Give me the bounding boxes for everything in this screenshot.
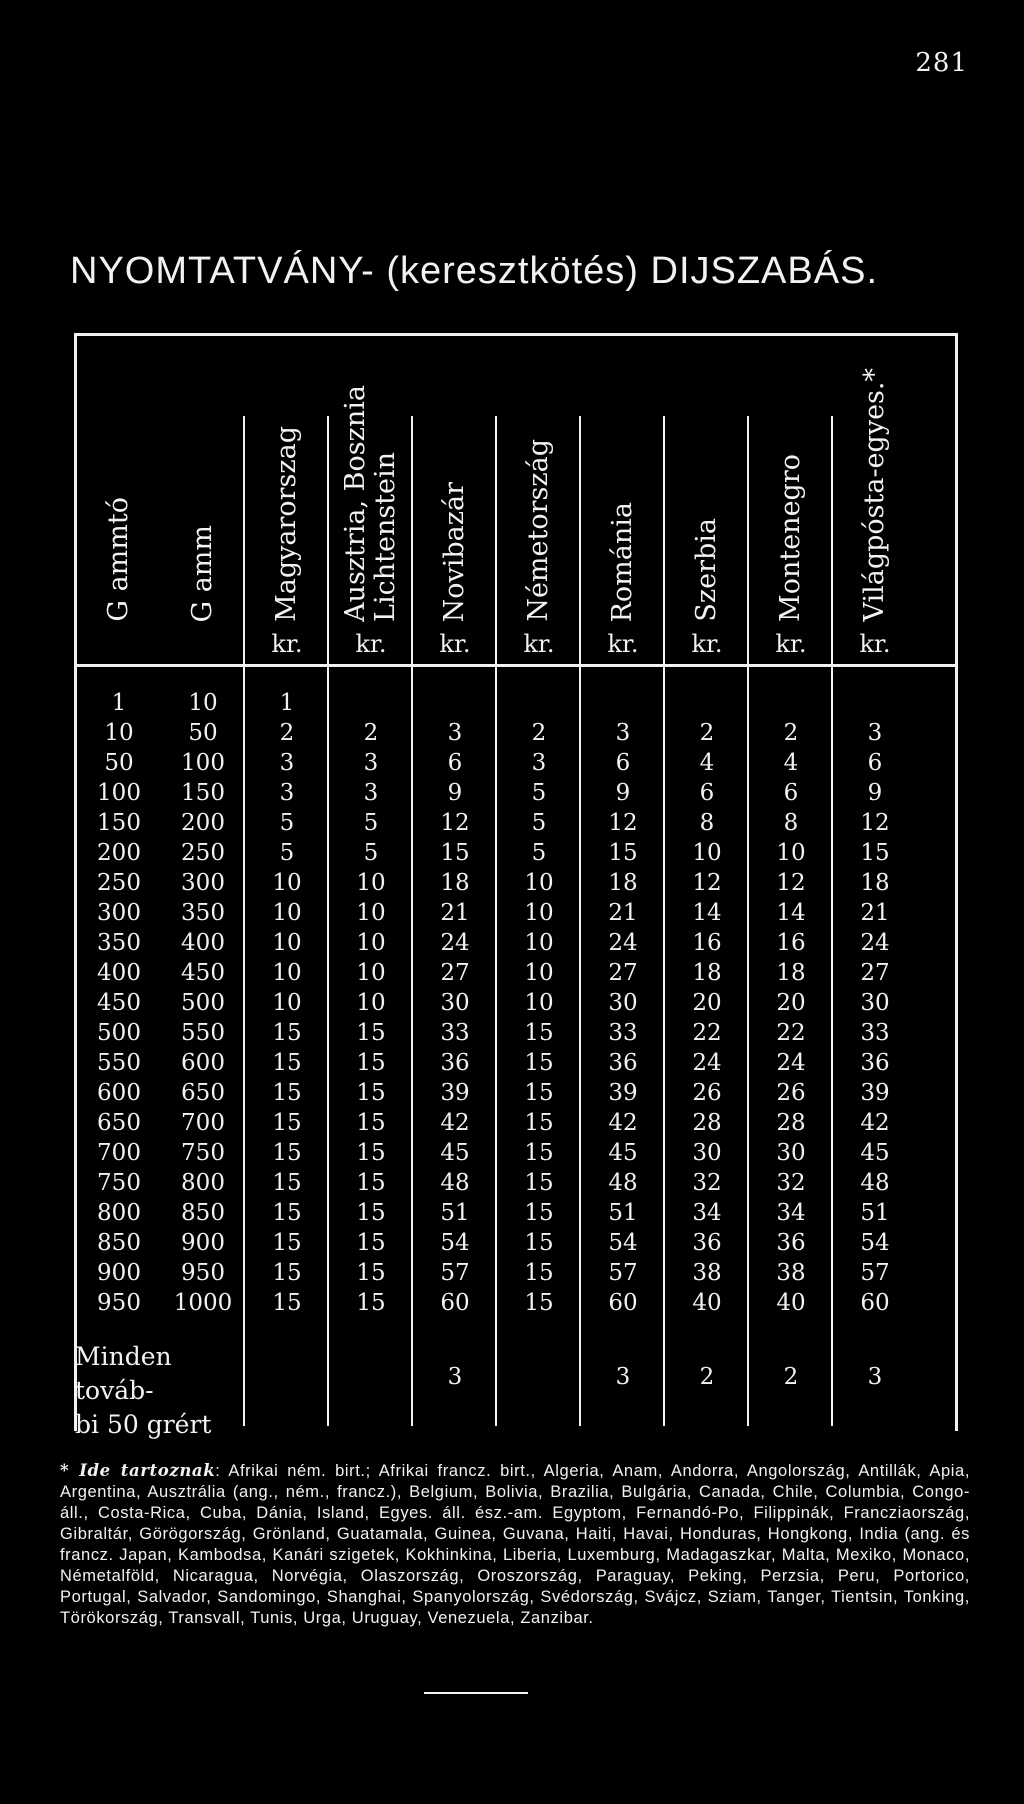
column-unit: kr. (775, 630, 807, 658)
table-cell: 450 (181, 960, 225, 986)
page-number: 281 (915, 48, 968, 78)
column-header (665, 336, 749, 664)
table-cell: 250 (97, 870, 141, 896)
column-header-label: Szerbia (691, 518, 722, 622)
table-cell: 12 (860, 810, 890, 836)
footnote-lead: * Ide tartoznak (60, 1461, 216, 1480)
table-cell: 6 (615, 750, 631, 776)
table-cell: 36 (440, 1050, 470, 1076)
table-cell: 45 (860, 1140, 890, 1166)
table-cell: 10 (356, 990, 386, 1016)
column-header (833, 336, 917, 664)
table-cell: 51 (860, 1200, 890, 1226)
table-cell: 36 (692, 1230, 722, 1256)
table-cell: 8 (699, 810, 715, 836)
table-cell: 50 (188, 720, 218, 746)
table-cell: 24 (692, 1050, 722, 1076)
table-row (77, 688, 955, 718)
column-header (329, 336, 413, 664)
table-row (77, 1168, 955, 1198)
table-cell: 5 (531, 840, 547, 866)
table-cell: 15 (524, 1290, 554, 1316)
column-unit: kr. (523, 630, 555, 658)
table-cell: 15 (356, 1020, 386, 1046)
table-cell: 15 (524, 1110, 554, 1136)
table-cell: 48 (440, 1170, 470, 1196)
table-cell: 350 (97, 930, 141, 956)
table-cell: 2 (699, 720, 715, 746)
column-divider (831, 416, 833, 1426)
table-cell: 57 (608, 1260, 638, 1286)
table-cell: 10 (356, 930, 386, 956)
table-cell: 10 (272, 990, 302, 1016)
table-cell: 57 (860, 1260, 890, 1286)
table-cell: 15 (272, 1260, 302, 1286)
table-cell: 10 (524, 900, 554, 926)
column-header (161, 336, 245, 664)
table-cell: 200 (97, 840, 141, 866)
table-cell: 26 (776, 1080, 806, 1106)
table-cell: 6 (867, 750, 883, 776)
table-cell: 39 (608, 1080, 638, 1106)
table-cell: 1 (279, 690, 295, 716)
table-cell: 34 (776, 1200, 806, 1226)
table-cell: 4 (699, 750, 715, 776)
table-cell: 950 (97, 1290, 141, 1316)
table-cell: 1 (111, 690, 127, 716)
table-cell: 350 (181, 900, 225, 926)
column-header-label: G ammtó (103, 497, 134, 622)
table-cell: 15 (272, 1020, 302, 1046)
table-row (77, 1078, 955, 1108)
table-cell: 22 (692, 1020, 722, 1046)
table-cell: 10 (272, 930, 302, 956)
table-cell: 3 (615, 1364, 631, 1390)
table-cell: 6 (783, 780, 799, 806)
table-cell: 30 (776, 1140, 806, 1166)
column-unit: kr. (607, 630, 639, 658)
additional-weight-label-line2: bi 50 grért (75, 1410, 212, 1439)
table-cell: 45 (440, 1140, 470, 1166)
table-cell: 51 (608, 1200, 638, 1226)
column-unit: kr. (691, 630, 723, 658)
table-cell: 12 (440, 810, 470, 836)
table-cell: 15 (272, 1050, 302, 1076)
table-cell: 300 (181, 870, 225, 896)
table-cell: 4 (783, 750, 799, 776)
column-header-label: G amm (187, 524, 218, 622)
table-cell: 34 (692, 1200, 722, 1226)
table-cell: 3 (867, 720, 883, 746)
column-header-label: Világpósta-egyes.* (859, 368, 890, 622)
table-cell: 16 (776, 930, 806, 956)
table-cell: 15 (524, 1020, 554, 1046)
table-cell: 550 (181, 1020, 225, 1046)
table-cell: 5 (363, 840, 379, 866)
table-cell: 5 (279, 840, 295, 866)
table-row (77, 868, 955, 898)
table-cell: 38 (776, 1260, 806, 1286)
table-cell: 36 (776, 1230, 806, 1256)
column-header-label: Magyarorszag (271, 426, 302, 622)
table-cell: 150 (181, 780, 225, 806)
table-cell: 20 (692, 990, 722, 1016)
column-header-label: Románia (607, 501, 638, 622)
column-header (749, 336, 833, 664)
column-header-label: Montenegro (775, 454, 806, 622)
table-cell: 15 (356, 1200, 386, 1226)
table-cell: 10 (272, 960, 302, 986)
table-cell: 48 (860, 1170, 890, 1196)
table-cell: 900 (97, 1260, 141, 1286)
column-header-label: Ausztria, Bosznia Lichtenstein (340, 385, 401, 622)
table-cell: 27 (860, 960, 890, 986)
table-cell: 2 (783, 1364, 799, 1390)
additional-weight-label-line1: Minden továb- (75, 1342, 172, 1405)
table-cell: 700 (97, 1140, 141, 1166)
table-cell: 15 (356, 1080, 386, 1106)
table-cell: 30 (440, 990, 470, 1016)
table-cell: 12 (776, 870, 806, 896)
column-header (497, 336, 581, 664)
table-cell: 3 (615, 720, 631, 746)
table-cell: 150 (97, 810, 141, 836)
column-divider (663, 416, 665, 1426)
table-cell: 15 (356, 1170, 386, 1196)
column-divider (747, 416, 749, 1426)
table-cell: 250 (181, 840, 225, 866)
table-cell: 14 (776, 900, 806, 926)
table-cell: 15 (356, 1290, 386, 1316)
table-row (77, 748, 955, 778)
column-unit: kr. (355, 630, 387, 658)
table-cell: 54 (440, 1230, 470, 1256)
table-cell: 15 (272, 1170, 302, 1196)
table-cell: 8 (783, 810, 799, 836)
table-cell: 10 (524, 870, 554, 896)
table-cell: 5 (531, 810, 547, 836)
table-cell: 800 (97, 1200, 141, 1226)
table-cell: 18 (608, 870, 638, 896)
table-cell: 20 (776, 990, 806, 1016)
table-cell: 6 (447, 750, 463, 776)
table-row (77, 1138, 955, 1168)
table-cell: 12 (692, 870, 722, 896)
table-cell: 100 (97, 780, 141, 806)
table-cell: 3 (867, 1364, 883, 1390)
table-cell: 22 (776, 1020, 806, 1046)
table-cell: 3 (279, 750, 295, 776)
table-cell: 3 (363, 780, 379, 806)
table-cell: 750 (97, 1170, 141, 1196)
column-divider (327, 416, 329, 1426)
table-cell: 32 (776, 1170, 806, 1196)
table-cell: 15 (524, 1230, 554, 1256)
column-divider (495, 416, 497, 1426)
table-header (77, 336, 955, 664)
table-cell: 5 (363, 810, 379, 836)
table-cell: 24 (860, 930, 890, 956)
table-row (77, 778, 955, 808)
table-cell: 14 (692, 900, 722, 926)
table-cell: 2 (279, 720, 295, 746)
table-cell: 54 (608, 1230, 638, 1256)
table-row (77, 1258, 955, 1288)
table-cell: 2 (699, 1364, 715, 1390)
table-cell: 15 (272, 1140, 302, 1166)
table-cell: 10 (776, 840, 806, 866)
table-cell: 100 (181, 750, 225, 776)
column-unit: kr. (859, 630, 891, 658)
table-cell: 5 (531, 780, 547, 806)
table-cell: 900 (181, 1230, 225, 1256)
additional-weight-label (75, 1340, 255, 1442)
table-cell: 15 (440, 840, 470, 866)
table-cell: 48 (608, 1170, 638, 1196)
table-cell: 9 (615, 780, 631, 806)
table-cell: 450 (97, 990, 141, 1016)
table-cell: 15 (524, 1050, 554, 1076)
table-row (77, 838, 955, 868)
table-row (77, 1048, 955, 1078)
table-cell: 21 (860, 900, 890, 926)
table-cell: 28 (692, 1110, 722, 1136)
table-row (77, 898, 955, 928)
table-cell: 200 (181, 810, 225, 836)
table-cell: 2 (783, 720, 799, 746)
column-header (413, 336, 497, 664)
column-header (77, 336, 161, 664)
table-cell: 300 (97, 900, 141, 926)
header-divider (77, 664, 955, 667)
table-cell: 30 (860, 990, 890, 1016)
table-cell: 15 (272, 1200, 302, 1226)
table-cell: 36 (860, 1050, 890, 1076)
table-cell: 1000 (173, 1290, 233, 1316)
table-cell: 700 (181, 1110, 225, 1136)
table-cell: 57 (440, 1260, 470, 1286)
table-row (77, 988, 955, 1018)
table-cell: 28 (776, 1110, 806, 1136)
table-cell: 42 (440, 1110, 470, 1136)
table-cell: 10 (356, 960, 386, 986)
table-cell: 30 (608, 990, 638, 1016)
table-cell: 500 (181, 990, 225, 1016)
table-cell: 18 (440, 870, 470, 896)
table-row (77, 1108, 955, 1138)
table-row-additional (75, 1336, 955, 1439)
table-cell: 36 (608, 1050, 638, 1076)
table-cell: 38 (692, 1260, 722, 1286)
table-cell: 400 (181, 930, 225, 956)
table-row (77, 808, 955, 838)
table-cell: 3 (363, 750, 379, 776)
table-cell: 15 (356, 1260, 386, 1286)
footnote-text: : Afrikai ném. birt.; Afrikai francz. birt., Algeria, Anam, Andorra, Angolország, Antillák, Apia, Argentina, Ausztrália (ang., ném., francz.), Belgium, Bolivia, Brazilia, Bulgária, Canada, Chile, Columbia, Congo-áll., Costa-Rica, Cuba, Dánia, Island, Egyes. áll. ész.-am. Egyptom, Fernandó-Po, Filippinák, Francziaország, Gibraltár, Görögország, Grönland, Guatamala, Guinea, Guvana, Haiti, Havai, Honduras, Hongkong, India (ang. és francz. Japan, Kambodsa, Kanári szigetek, Kokhinkina, Liberia, Luxemburg, Madagaszkar, Malta, Mexiko, Monaco, Németalföld, Nicaragua, Norvégia, Olaszország, Oroszország, Paraguay, Peking, Perzsia, Peru, Portorico, Portugal, Salvador, Sandomingo, Shanghai, Spanyolország, Svédország, Svájcz, Sziam, Tanger, Tientsin, Tonking, Törökország, Transvall, Tunis, Urga, Uruguay, Venezuela, Zanzibar. (60, 1462, 971, 1627)
table-cell: 10 (524, 930, 554, 956)
table-cell: 15 (524, 1200, 554, 1226)
table-cell: 18 (776, 960, 806, 986)
page-title: NYOMTATVÁNY- (keresztkötés) DIJSZABÁS. (70, 250, 879, 292)
table-cell: 16 (692, 930, 722, 956)
table-cell: 800 (181, 1170, 225, 1196)
table-cell: 42 (608, 1110, 638, 1136)
column-divider (579, 416, 581, 1426)
table-cell: 51 (440, 1200, 470, 1226)
table-cell: 3 (279, 780, 295, 806)
table-row (77, 1198, 955, 1228)
table-cell: 24 (776, 1050, 806, 1076)
table-cell: 15 (524, 1170, 554, 1196)
footnote (60, 1460, 970, 1629)
table-row (77, 1288, 955, 1318)
table-cell: 9 (447, 780, 463, 806)
table-cell: 550 (97, 1050, 141, 1076)
table-cell: 15 (524, 1260, 554, 1286)
table-cell: 27 (440, 960, 470, 986)
table-cell: 2 (363, 720, 379, 746)
table-cell: 60 (440, 1290, 470, 1316)
table-cell: 27 (608, 960, 638, 986)
column-unit: kr. (439, 630, 471, 658)
table-cell: 24 (440, 930, 470, 956)
table-cell: 600 (181, 1050, 225, 1076)
table-cell: 2 (531, 720, 547, 746)
column-header (245, 336, 329, 664)
column-header-label: Novibazár (439, 481, 470, 622)
column-divider (411, 416, 413, 1426)
table-cell: 500 (97, 1020, 141, 1046)
table-cell: 60 (608, 1290, 638, 1316)
column-unit: kr. (271, 630, 303, 658)
table-cell: 10 (104, 720, 134, 746)
table-cell: 15 (356, 1140, 386, 1166)
table-cell: 33 (440, 1020, 470, 1046)
table-cell: 750 (181, 1140, 225, 1166)
table-cell: 32 (692, 1170, 722, 1196)
table-cell: 26 (692, 1080, 722, 1106)
table-cell: 950 (181, 1260, 225, 1286)
table-cell: 42 (860, 1110, 890, 1136)
table-cell: 3 (447, 1364, 463, 1390)
table-cell: 3 (531, 750, 547, 776)
table-cell: 10 (272, 900, 302, 926)
table-cell: 15 (608, 840, 638, 866)
table-cell: 10 (188, 690, 218, 716)
table-cell: 15 (272, 1290, 302, 1316)
column-divider (243, 416, 245, 1426)
table-cell: 21 (608, 900, 638, 926)
table-cell: 40 (776, 1290, 806, 1316)
table-cell: 33 (608, 1020, 638, 1046)
table-cell: 21 (440, 900, 470, 926)
table-cell: 30 (692, 1140, 722, 1166)
table-cell: 50 (104, 750, 134, 776)
table-cell: 10 (356, 870, 386, 896)
table-cell: 15 (272, 1110, 302, 1136)
table-row (77, 1018, 955, 1048)
table-cell: 9 (867, 780, 883, 806)
column-header (581, 336, 665, 664)
table-cell: 15 (272, 1230, 302, 1256)
table-cell: 60 (860, 1290, 890, 1316)
table-cell: 400 (97, 960, 141, 986)
table-row (77, 1228, 955, 1258)
table-cell: 39 (440, 1080, 470, 1106)
column-header-label: Németország (523, 439, 554, 622)
table-cell: 15 (356, 1110, 386, 1136)
table-row (77, 928, 955, 958)
table-cell: 15 (860, 840, 890, 866)
table-cell: 10 (524, 960, 554, 986)
table-cell: 33 (860, 1020, 890, 1046)
table-cell: 10 (692, 840, 722, 866)
table-cell: 650 (181, 1080, 225, 1106)
table-cell: 15 (272, 1080, 302, 1106)
table-cell: 18 (692, 960, 722, 986)
table-cell: 24 (608, 930, 638, 956)
table-cell: 54 (860, 1230, 890, 1256)
table-cell: 10 (524, 990, 554, 1016)
rate-table (74, 333, 958, 1439)
table-cell: 10 (272, 870, 302, 896)
table-cell: 15 (524, 1080, 554, 1106)
table-cell: 5 (279, 810, 295, 836)
table-cell: 40 (692, 1290, 722, 1316)
table-cell: 39 (860, 1080, 890, 1106)
table-cell: 15 (356, 1050, 386, 1076)
table-row (77, 958, 955, 988)
table-cell: 850 (181, 1200, 225, 1226)
table-cell: 15 (524, 1140, 554, 1166)
table-cell: 12 (608, 810, 638, 836)
table-cell: 6 (699, 780, 715, 806)
table-cell: 850 (97, 1230, 141, 1256)
table-cell: 45 (608, 1140, 638, 1166)
table-cell: 650 (97, 1110, 141, 1136)
table-cell: 18 (860, 870, 890, 896)
footer-rule (424, 1692, 528, 1694)
table-cell: 3 (447, 720, 463, 746)
table-row (77, 718, 955, 748)
table-cell: 10 (356, 900, 386, 926)
table-cell: 600 (97, 1080, 141, 1106)
table-cell: 15 (356, 1230, 386, 1256)
